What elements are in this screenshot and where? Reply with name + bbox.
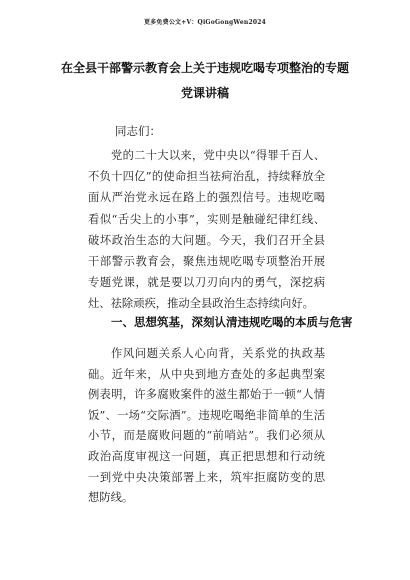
body-paragraph: 党的二十大以来，党中央以“得罪千百人、不负十四亿”的使命担当祛疴治乱，持续释放全面从严治党永远在路上的强烈信号。违规吃喝看似“舌尖上的小事”，实则是触碰纪律红线、破坏政治生态的大问题。今天，我们召开全县干部警示教育会，聚焦违规吃喝专项整治开展专题党课，就是要以刀刃向内的勇气，深挖病灶、祛除顽疾，推动全县政治生态持续向好。 <box>88 149 325 311</box>
body-paragraph: 作风问题关系人心向背，关系党的执政基础。近年来，从中央到地方查处的多起典型案例表明，许多腐败案件的滋生都始于一顿“人情饭”、一场“交际酒”。违规吃喝绝非简单的生活小节，而是腐败问题的“前哨站”。我们必须从政治高度审视这一问题，真正把思想和行动统一到党中央决策部署上来，筑牢拒腐防变的思想防线。 <box>88 347 325 505</box>
section-heading: 一、思想筑基，深刻认清违规吃喝的本质与危害 <box>111 315 353 329</box>
greeting: 同志们： <box>115 124 161 138</box>
page-title: 在全县干部警示教育会上关于违规吃喝专项整治的专题党课讲稿 <box>60 61 349 100</box>
header-note: 更多免费公文+V：QiGoGongWen2024 <box>144 19 266 26</box>
